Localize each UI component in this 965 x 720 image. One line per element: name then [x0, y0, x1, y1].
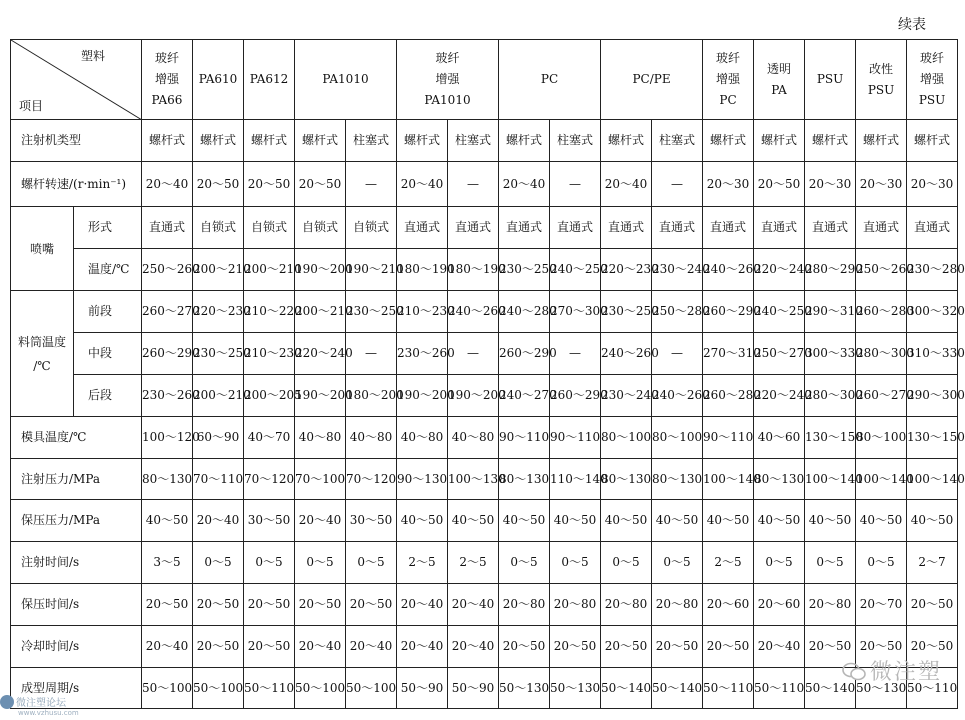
- table-cell: 100～130: [448, 459, 499, 500]
- table-cell: 螺杆式: [601, 120, 652, 162]
- row-group-label: 料筒温度 /℃: [11, 291, 74, 417]
- wechat-icon: [842, 662, 866, 682]
- table-cell: 200～210: [193, 249, 244, 291]
- table-cell: 50～110: [244, 668, 295, 709]
- table-cell: 40～80: [448, 417, 499, 459]
- table-cell: 80～100: [652, 417, 703, 459]
- row-label: 螺杆转速/(r·min⁻¹): [11, 162, 142, 207]
- table-cell: 270～310: [703, 333, 754, 375]
- table-cell: 50～140: [805, 668, 856, 709]
- table-cell: 40～50: [601, 500, 652, 542]
- table-cell: 190～200: [397, 375, 448, 417]
- table-cell: 柱塞式: [652, 120, 703, 162]
- material-header: 玻纤 增强 PA1010: [397, 40, 499, 120]
- table-cell: 50～140: [601, 668, 652, 709]
- material-header: PC: [499, 40, 601, 120]
- table-cell: 230～250: [499, 249, 550, 291]
- table-cell: 80～130: [754, 459, 805, 500]
- table-cell: 40～60: [754, 417, 805, 459]
- table-cell: 220～240: [754, 249, 805, 291]
- table-cell: 280～300: [856, 333, 907, 375]
- table-cell: 20～40: [397, 626, 448, 668]
- table-cell: 100～140: [907, 459, 958, 500]
- table-cell: 螺杆式: [907, 120, 958, 162]
- table-cell: 290～300: [907, 375, 958, 417]
- table-cell: 20～40: [397, 162, 448, 207]
- table-cell: 20～40: [601, 162, 652, 207]
- table-cell: 40～50: [805, 500, 856, 542]
- table-cell: 直通式: [907, 207, 958, 249]
- header-row: [11, 40, 958, 120]
- table-cell: 310～330: [907, 333, 958, 375]
- table-cell: 190～200: [295, 249, 346, 291]
- table-cell: 100～140: [805, 459, 856, 500]
- table-cell: 2～5: [703, 542, 754, 584]
- table-cell: 20～80: [550, 584, 601, 626]
- table-cell: 290～310: [805, 291, 856, 333]
- table-cell: 250～270: [754, 333, 805, 375]
- forum-logo-url: www.vzhusu.com: [18, 709, 79, 717]
- row-label: 注射机类型: [11, 120, 142, 162]
- material-header: 玻纤 增强 PSU: [907, 40, 958, 120]
- table-cell: 70～110: [193, 459, 244, 500]
- table-cell: —: [346, 162, 397, 207]
- table-cell: 260～290: [499, 333, 550, 375]
- table-cell: 20～80: [652, 584, 703, 626]
- material-header: 玻纤 增强 PA66: [142, 40, 193, 120]
- table-cell: 20～60: [703, 584, 754, 626]
- table-cell: 2～5: [397, 542, 448, 584]
- table-cell: 螺杆式: [193, 120, 244, 162]
- table-cell: 40～50: [448, 500, 499, 542]
- table-cell: 柱塞式: [550, 120, 601, 162]
- table-cell: 50～100: [346, 668, 397, 709]
- table-cell: 20～40: [346, 626, 397, 668]
- table-cell: 230～250: [601, 291, 652, 333]
- table-cell: 260～290: [142, 333, 193, 375]
- table-cell: 40～70: [244, 417, 295, 459]
- table-cell: 40～50: [703, 500, 754, 542]
- table-cell: 90～110: [703, 417, 754, 459]
- table-cell: 240～260: [652, 375, 703, 417]
- table-cell: 280～290: [805, 249, 856, 291]
- table-cell: 自锁式: [244, 207, 295, 249]
- table-cell: 20～50: [550, 626, 601, 668]
- table-cell: 螺杆式: [499, 120, 550, 162]
- table-cell: —: [652, 162, 703, 207]
- table-cell: 230～260: [397, 333, 448, 375]
- table-cell: 直通式: [805, 207, 856, 249]
- table-cell: 自锁式: [295, 207, 346, 249]
- row-sub-label: 温度/℃: [74, 249, 142, 291]
- table-cell: 螺杆式: [244, 120, 295, 162]
- row-sub-label: 形式: [74, 207, 142, 249]
- row-label: 模具温度/℃: [11, 417, 142, 459]
- table-cell: 20～40: [448, 626, 499, 668]
- row-label: 冷却时间/s: [11, 626, 142, 668]
- table-cell: 80～100: [601, 417, 652, 459]
- table-cell: 50～100: [295, 668, 346, 709]
- table-cell: 40～80: [346, 417, 397, 459]
- table-cell: 190～200: [295, 375, 346, 417]
- table-cell: 270～300: [550, 291, 601, 333]
- table-cell: 220～230: [193, 291, 244, 333]
- table-cell: 20～40: [193, 500, 244, 542]
- material-header: 玻纤 增强 PC: [703, 40, 754, 120]
- table-cell: 50～140: [652, 668, 703, 709]
- forum-logo: [0, 694, 79, 717]
- table-cell: 200～210: [295, 291, 346, 333]
- table-cell: 20～50: [193, 162, 244, 207]
- table-cell: 50～90: [397, 668, 448, 709]
- table-row: [11, 417, 958, 459]
- table-cell: 2～5: [448, 542, 499, 584]
- table-row: [11, 500, 958, 542]
- table-cell: 20～50: [295, 584, 346, 626]
- table-cell: 直通式: [448, 207, 499, 249]
- table-cell: 30～50: [346, 500, 397, 542]
- row-group-label: 喷嘴: [11, 207, 74, 291]
- table-cell: 50～130: [550, 668, 601, 709]
- table-cell: 260～290: [550, 375, 601, 417]
- table-cell: 230～250: [346, 291, 397, 333]
- table-cell: 90～110: [499, 417, 550, 459]
- table-cell: 2～7: [907, 542, 958, 584]
- table-cell: 190～210: [346, 249, 397, 291]
- table-cell: 260～280: [856, 291, 907, 333]
- table-cell: 70～120: [244, 459, 295, 500]
- table-cell: 0～5: [346, 542, 397, 584]
- corner-label-item: 项目: [19, 99, 44, 113]
- table-cell: 0～5: [550, 542, 601, 584]
- table-row: [11, 375, 958, 417]
- table-cell: 0～5: [805, 542, 856, 584]
- table-cell: 0～5: [856, 542, 907, 584]
- table-cell: 20～50: [244, 626, 295, 668]
- table-cell: 20～50: [244, 162, 295, 207]
- table-cell: 20～60: [754, 584, 805, 626]
- table-cell: 0～5: [295, 542, 346, 584]
- table-cell: 自锁式: [193, 207, 244, 249]
- table-cell: 20～50: [601, 626, 652, 668]
- table-row: [11, 542, 958, 584]
- table-cell: 20～50: [193, 626, 244, 668]
- row-label: 注射压力/MPa: [11, 459, 142, 500]
- table-cell: 20～50: [244, 584, 295, 626]
- table-cell: 250～260: [142, 249, 193, 291]
- table-cell: 90～110: [550, 417, 601, 459]
- table-cell: 250～280: [652, 291, 703, 333]
- table-cell: 0～5: [499, 542, 550, 584]
- table-cell: 螺杆式: [856, 120, 907, 162]
- table-cell: 20～40: [295, 500, 346, 542]
- table-cell: 100～120: [142, 417, 193, 459]
- table-cell: 100～140: [856, 459, 907, 500]
- table-cell: 直通式: [703, 207, 754, 249]
- row-label: 成型周期/s: [11, 668, 142, 709]
- table-cell: 20～50: [295, 162, 346, 207]
- table-cell: 20～30: [856, 162, 907, 207]
- table-cell: 自锁式: [346, 207, 397, 249]
- table-cell: 50～100: [142, 668, 193, 709]
- material-header: 改性 PSU: [856, 40, 907, 120]
- table-cell: 直通式: [397, 207, 448, 249]
- table-cell: 130～150: [907, 417, 958, 459]
- table-cell: 直通式: [601, 207, 652, 249]
- table-cell: 280～300: [805, 375, 856, 417]
- table-cell: 50～110: [907, 668, 958, 709]
- table-cell: 20～40: [499, 162, 550, 207]
- table-cell: 240～270: [499, 375, 550, 417]
- row-label: 保压时间/s: [11, 584, 142, 626]
- watermark: [842, 655, 942, 686]
- table-cell: 20～30: [907, 162, 958, 207]
- table-cell: 50～110: [703, 668, 754, 709]
- injection-parameters-table: [10, 39, 965, 709]
- table-row: [11, 626, 958, 668]
- table-cell: 50～100: [193, 668, 244, 709]
- table-cell: 260～270: [856, 375, 907, 417]
- table-cell: 70～120: [346, 459, 397, 500]
- table-cell: —: [652, 333, 703, 375]
- forum-logo-text: 微注塑论坛: [16, 698, 66, 709]
- table-row: [11, 333, 958, 375]
- table-cell: 20～50: [499, 626, 550, 668]
- table-cell: 柱塞式: [346, 120, 397, 162]
- table-row: [11, 249, 958, 291]
- table-cell: 50～110: [754, 668, 805, 709]
- table-cell: 180～190: [397, 249, 448, 291]
- row-sub-label: 后段: [74, 375, 142, 417]
- table-cell: 40～50: [142, 500, 193, 542]
- table-cell: 40～50: [499, 500, 550, 542]
- table-cell: 20～40: [448, 584, 499, 626]
- table-cell: 螺杆式: [295, 120, 346, 162]
- table-cell: 20～50: [907, 626, 958, 668]
- table-cell: 直通式: [142, 207, 193, 249]
- table-cell: 190～200: [448, 375, 499, 417]
- table-row: [11, 291, 958, 333]
- forum-logo-icon: [0, 695, 14, 709]
- table-cell: 螺杆式: [703, 120, 754, 162]
- header-corner-cell: [11, 40, 142, 120]
- table-cell: 0～5: [754, 542, 805, 584]
- table-cell: 0～5: [652, 542, 703, 584]
- table-cell: 230～240: [601, 375, 652, 417]
- table-cell: 40～50: [550, 500, 601, 542]
- table-cell: 260～270: [142, 291, 193, 333]
- table-cell: 80～130: [652, 459, 703, 500]
- table-cell: 70～100: [295, 459, 346, 500]
- table-row: [11, 584, 958, 626]
- table-cell: 螺杆式: [142, 120, 193, 162]
- table-cell: 240～250: [754, 291, 805, 333]
- material-header: PA1010: [295, 40, 397, 120]
- table-cell: 260～290: [703, 291, 754, 333]
- table-cell: 210～220: [244, 291, 295, 333]
- table-cell: 240～260: [703, 249, 754, 291]
- table-cell: 直通式: [652, 207, 703, 249]
- watermark-text: 微注塑: [869, 660, 942, 685]
- table-cell: 3～5: [142, 542, 193, 584]
- table-cell: 螺杆式: [805, 120, 856, 162]
- table-cell: 250～260: [856, 249, 907, 291]
- table-cell: 40～50: [856, 500, 907, 542]
- table-cell: 210～230: [244, 333, 295, 375]
- table-cell: 240～280: [499, 291, 550, 333]
- table-cell: 0～5: [244, 542, 295, 584]
- material-header: PA612: [244, 40, 295, 120]
- table-cell: 130～150: [805, 417, 856, 459]
- table-cell: 80～100: [856, 417, 907, 459]
- table-cell: 40～50: [397, 500, 448, 542]
- table-cell: 180～190: [448, 249, 499, 291]
- table-cell: 20～50: [907, 584, 958, 626]
- row-sub-label: 前段: [74, 291, 142, 333]
- table-cell: 300～330: [805, 333, 856, 375]
- table-cell: 210～230: [397, 291, 448, 333]
- table-cell: 20～80: [499, 584, 550, 626]
- table-cell: 90～130: [397, 459, 448, 500]
- table-cell: 40～80: [295, 417, 346, 459]
- table-caption: 续表: [898, 17, 926, 33]
- table-cell: 200～205: [244, 375, 295, 417]
- table-cell: 20～50: [193, 584, 244, 626]
- table-cell: 230～260: [142, 375, 193, 417]
- table-cell: 60～90: [193, 417, 244, 459]
- row-label: 保压压力/MPa: [11, 500, 142, 542]
- table-cell: 20～50: [346, 584, 397, 626]
- table-cell: 20～50: [805, 626, 856, 668]
- table-cell: 20～40: [142, 162, 193, 207]
- table-cell: 20～40: [754, 626, 805, 668]
- table-cell: —: [550, 162, 601, 207]
- table-cell: 50～90: [448, 668, 499, 709]
- table-cell: 220～240: [295, 333, 346, 375]
- row-label: 注射时间/s: [11, 542, 142, 584]
- table-cell: 直通式: [856, 207, 907, 249]
- table-cell: —: [346, 333, 397, 375]
- table-row: [11, 459, 958, 500]
- corner-label-plastic: 塑料: [80, 49, 105, 63]
- table-cell: 40～50: [907, 500, 958, 542]
- table-row: [11, 668, 958, 709]
- table-cell: 0～5: [601, 542, 652, 584]
- table-cell: 螺杆式: [397, 120, 448, 162]
- table-cell: 20～80: [601, 584, 652, 626]
- table-cell: 110～140: [550, 459, 601, 500]
- table-cell: 直通式: [499, 207, 550, 249]
- table-cell: 240～250: [550, 249, 601, 291]
- table-cell: 20～50: [754, 162, 805, 207]
- table-cell: 20～50: [652, 626, 703, 668]
- table-cell: 200～210: [193, 375, 244, 417]
- table-cell: 20～30: [703, 162, 754, 207]
- table-row: [11, 207, 958, 249]
- table-cell: 260～280: [703, 375, 754, 417]
- table-cell: 20～50: [142, 584, 193, 626]
- material-header: PA610: [193, 40, 244, 120]
- table-cell: 直通式: [754, 207, 805, 249]
- table-cell: 200～210: [244, 249, 295, 291]
- table-cell: 230～250: [193, 333, 244, 375]
- table-cell: 300～320: [907, 291, 958, 333]
- table-cell: 螺杆式: [754, 120, 805, 162]
- material-header: 透明 PA: [754, 40, 805, 120]
- table-cell: 20～40: [397, 584, 448, 626]
- table-cell: 100～140: [703, 459, 754, 500]
- table-cell: —: [448, 162, 499, 207]
- table-cell: 80～130: [499, 459, 550, 500]
- table-cell: 220～230: [601, 249, 652, 291]
- table-row: [11, 162, 958, 207]
- table-cell: 50～130: [499, 668, 550, 709]
- table-cell: 30～50: [244, 500, 295, 542]
- table-cell: 20～50: [856, 626, 907, 668]
- table-cell: 20～30: [805, 162, 856, 207]
- table-cell: 40～80: [397, 417, 448, 459]
- table-cell: 20～70: [856, 584, 907, 626]
- table-cell: 20～80: [805, 584, 856, 626]
- table-cell: 直通式: [550, 207, 601, 249]
- table-cell: 240～260: [448, 291, 499, 333]
- table-cell: 230～280: [907, 249, 958, 291]
- table-cell: 20～40: [142, 626, 193, 668]
- table-cell: 40～50: [754, 500, 805, 542]
- table-cell: 230～240: [652, 249, 703, 291]
- table-cell: —: [448, 333, 499, 375]
- table-cell: 50～130: [856, 668, 907, 709]
- material-header: PC/PE: [601, 40, 703, 120]
- table-cell: 180～200: [346, 375, 397, 417]
- table-cell: 220～240: [754, 375, 805, 417]
- table-cell: 40～50: [652, 500, 703, 542]
- table-cell: 80～130: [601, 459, 652, 500]
- table-cell: 柱塞式: [448, 120, 499, 162]
- row-sub-label: 中段: [74, 333, 142, 375]
- table-cell: 240～260: [601, 333, 652, 375]
- material-header: PSU: [805, 40, 856, 120]
- table-row: [11, 120, 958, 162]
- table-cell: 20～40: [295, 626, 346, 668]
- table-cell: 20～50: [703, 626, 754, 668]
- table-cell: 0～5: [193, 542, 244, 584]
- table-cell: —: [550, 333, 601, 375]
- table-cell: 80～130: [142, 459, 193, 500]
